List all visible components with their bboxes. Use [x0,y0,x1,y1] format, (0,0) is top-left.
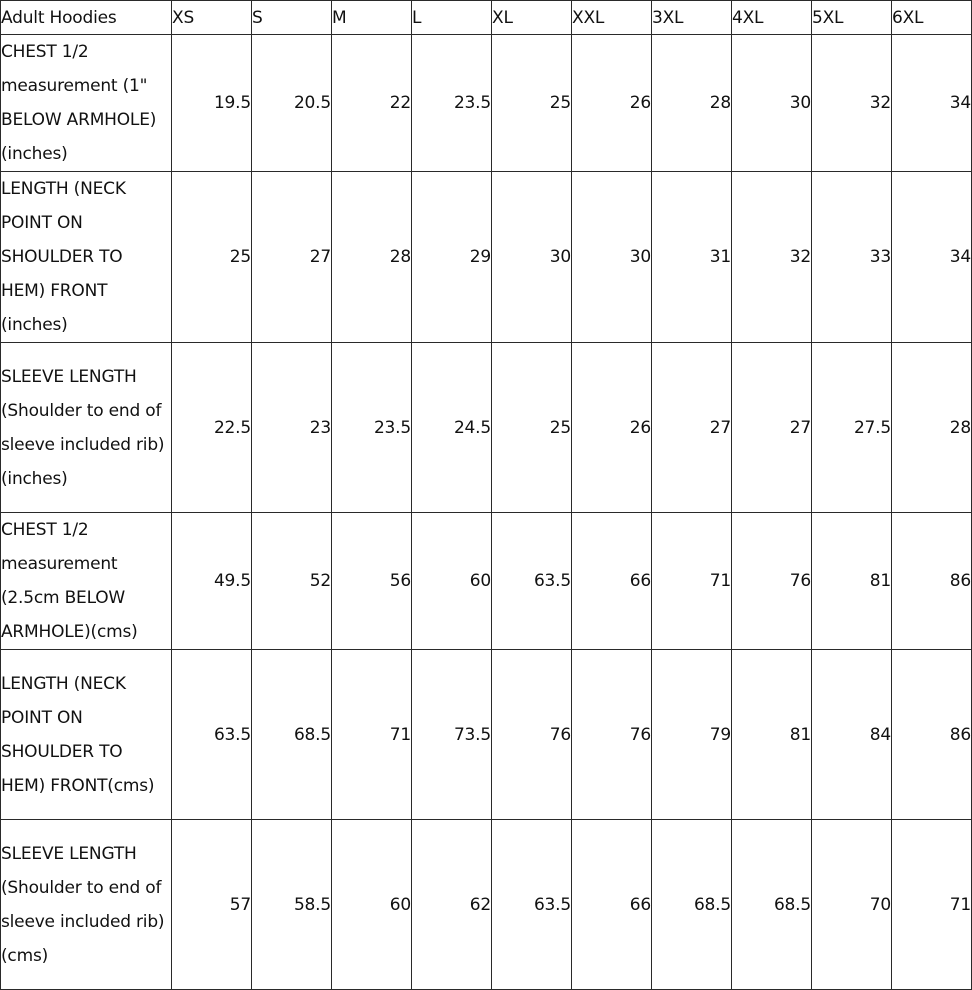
row-label: CHEST 1/2 measurement (1" BELOW ARMHOLE) (inches) [1,35,172,172]
table-cell: 68.5 [652,820,732,990]
table-cell: 57 [172,820,252,990]
table-cell: 79 [652,650,732,820]
table-cell: 81 [732,650,812,820]
table-cell: 19.5 [172,35,252,172]
table-cell: 58.5 [252,820,332,990]
table-cell: 25 [492,343,572,513]
table-cell: 30 [732,35,812,172]
table-cell: 23 [252,343,332,513]
size-header-5xl: 5XL [812,1,892,35]
table-cell: 28 [892,343,972,513]
table-cell: 76 [492,650,572,820]
table-cell: 63.5 [172,650,252,820]
table-cell: 71 [332,650,412,820]
table-cell: 29 [412,172,492,343]
table-cell: 84 [812,650,892,820]
table-cell: 27.5 [812,343,892,513]
table-row [1,172,972,343]
row-label: SLEEVE LENGTH (Shoulder to end of sleeve included rib) (inches) [1,343,172,513]
table-cell: 24.5 [412,343,492,513]
size-header-xs: XS [172,1,252,35]
corner-label: Adult Hoodies [1,1,172,35]
table-row [1,513,972,650]
table-cell: 34 [892,172,972,343]
table-row [1,35,972,172]
row-label: CHEST 1/2 measurement (2.5cm BELOW ARMHOLE)(cms) [1,513,172,650]
table-cell: 63.5 [492,820,572,990]
table-cell: 71 [652,513,732,650]
size-header-3xl: 3XL [652,1,732,35]
table-cell: 81 [812,513,892,650]
table-cell: 73.5 [412,650,492,820]
table-cell: 22 [332,35,412,172]
table-row [1,650,972,820]
table-cell: 27 [252,172,332,343]
table-cell: 34 [892,35,972,172]
table-cell: 66 [572,513,652,650]
table-cell: 68.5 [732,820,812,990]
header-row [1,1,972,35]
table-row [1,343,972,513]
table-cell: 30 [492,172,572,343]
table-cell: 60 [412,513,492,650]
table-cell: 23.5 [332,343,412,513]
table-cell: 86 [892,513,972,650]
table-cell: 32 [812,35,892,172]
table-cell: 30 [572,172,652,343]
table-cell: 68.5 [252,650,332,820]
table-cell: 26 [572,35,652,172]
table-cell: 70 [812,820,892,990]
table-cell: 66 [572,820,652,990]
row-label: LENGTH (NECK POINT ON SHOULDER TO HEM) FRONT(cms) [1,650,172,820]
table-cell: 31 [652,172,732,343]
row-label: SLEEVE LENGTH (Shoulder to end of sleeve included rib) (cms) [1,820,172,990]
table-cell: 27 [652,343,732,513]
size-header-s: S [252,1,332,35]
table-cell: 86 [892,650,972,820]
size-header-m: M [332,1,412,35]
table-cell: 62 [412,820,492,990]
table-cell: 28 [652,35,732,172]
table-cell: 22.5 [172,343,252,513]
table-cell: 20.5 [252,35,332,172]
table-cell: 27 [732,343,812,513]
table-cell: 49.5 [172,513,252,650]
table-cell: 71 [892,820,972,990]
table-cell: 28 [332,172,412,343]
table-cell: 32 [732,172,812,343]
size-header-l: L [412,1,492,35]
row-label: LENGTH (NECK POINT ON SHOULDER TO HEM) FRONT (inches) [1,172,172,343]
table-row [1,820,972,990]
size-header-xl: XL [492,1,572,35]
table-cell: 56 [332,513,412,650]
table-cell: 25 [492,35,572,172]
size-header-4xl: 4XL [732,1,812,35]
table-cell: 25 [172,172,252,343]
table-cell: 60 [332,820,412,990]
table-cell: 26 [572,343,652,513]
size-header-6xl: 6XL [892,1,972,35]
table-cell: 63.5 [492,513,572,650]
table-cell: 76 [572,650,652,820]
table-cell: 33 [812,172,892,343]
table-cell: 23.5 [412,35,492,172]
table-cell: 76 [732,513,812,650]
size-header-xxl: XXL [572,1,652,35]
table-cell: 52 [252,513,332,650]
